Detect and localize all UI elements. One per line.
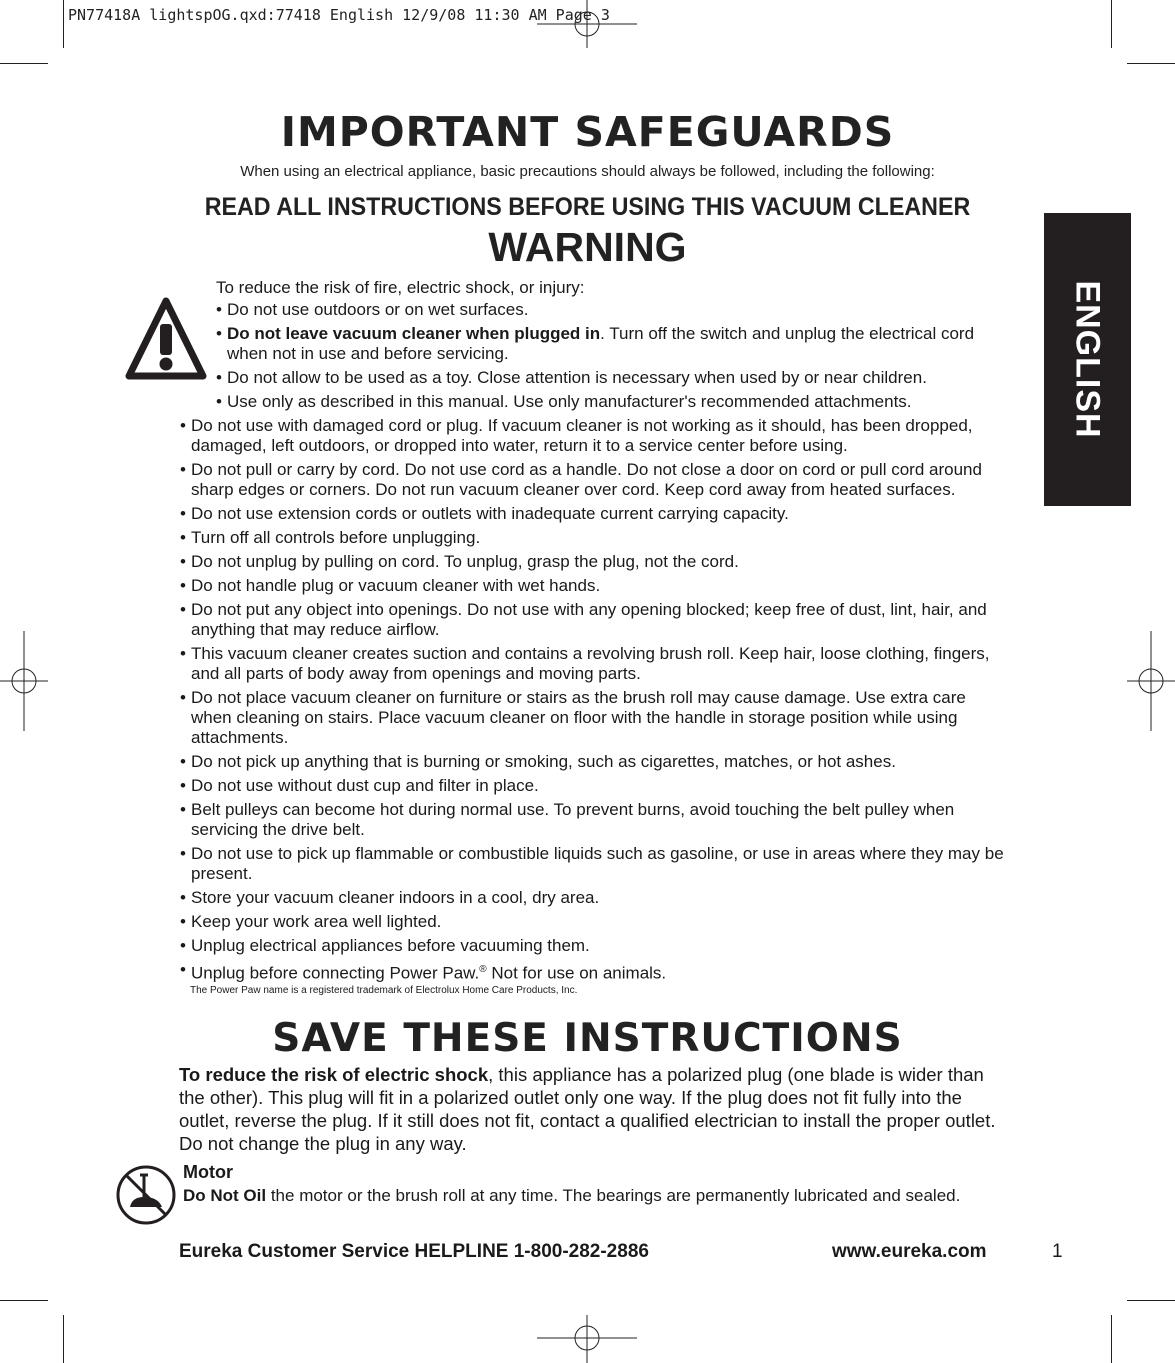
- list-item: • Do not leave vacuum cleaner when plugged in. Turn off the switch and unplug the electrical cord when not in use and before servicing.: [216, 324, 1016, 364]
- warning-heading: WARNING: [488, 224, 687, 270]
- warning-triangle-icon: [125, 296, 207, 382]
- motor-section: [183, 1161, 963, 1207]
- warning-intro: To reduce the risk of fire, electric shock, or injury:: [216, 278, 585, 297]
- list-item-power-paw: • Unplug before connecting Power Paw.® Not for use on animals. The Power Paw name is a registered trademark of Electrolux Home Care Products, Inc.: [180, 960, 1010, 998]
- language-tab-label: ENGLISH: [1069, 280, 1107, 439]
- list-item: • Do not use to pick up flammable or combustible liquids such as gasoline, or use in areas where they may be present.: [180, 844, 1010, 884]
- website-link[interactable]: www.eureka.com: [832, 1241, 987, 1262]
- polarized-plug-paragraph: To reduce the risk of electric shock, this appliance has a polarized plug (one blade is wider than the other). This plug will fit in a polarized outlet only one way. If the plug does not fit fully into the outlet, reverse the plug. If it still does not fit, contact a qualified electrician to install the proper outlet. Do not change the plug in any way.: [179, 1064, 996, 1154]
- list-item: • Unplug electrical appliances before vacuuming them.: [180, 936, 1010, 956]
- read-all-heading: READ ALL INSTRUCTIONS BEFORE USING THIS VACUUM CLEANER: [204, 193, 971, 221]
- list-item: • Do not use with damaged cord or plug. If vacuum cleaner is not working as it should, has been dropped, damaged, left outdoors, or dropped into water, return it to a service center before using.: [180, 416, 1010, 456]
- list-item: • Do not handle plug or vacuum cleaner with wet hands.: [180, 576, 1010, 596]
- list-item: • Do not use without dust cup and filter in place.: [180, 776, 1010, 796]
- motor-title: Motor: [183, 1162, 233, 1182]
- list-item: • Belt pulleys can become hot during normal use. To prevent burns, avoid touching the belt pulley when servicing the drive belt.: [180, 800, 1010, 840]
- page-subtitle: When using an electrical appliance, basic precautions should always be followed, including the following:: [240, 163, 935, 180]
- list-item: • Do not use outdoors or on wet surfaces.: [216, 300, 1016, 320]
- list-item: • Keep your work area well lighted.: [180, 912, 1010, 932]
- list-item: • Use only as described in this manual. Use only manufacturer's recommended attachments.: [216, 392, 1016, 412]
- safeguards-list: [180, 416, 1010, 1002]
- list-item: • Do not place vacuum cleaner on furniture or stairs as the brush roll may cause damage. Use extra care when cleaning on stairs. Place vacuum cleaner on floor with the handle in storage position while using attachments.: [180, 688, 1010, 748]
- list-item: • Do not unplug by pulling on cord. To unplug, grasp the plug, not the cord.: [180, 552, 1010, 572]
- trademark-note: The Power Paw name is a registered trademark of Electrolux Home Care Products, Inc.: [190, 984, 578, 996]
- list-item: • This vacuum cleaner creates suction and contains a revolving brush roll. Keep hair, loose clothing, fingers, and all parts of body away from openings and moving parts.: [180, 644, 1010, 684]
- registration-mark-icon: ®: [479, 964, 487, 975]
- save-instructions-heading: SAVE THESE INSTRUCTIONS: [272, 1016, 903, 1061]
- list-item: • Turn off all controls before unplugging.: [180, 528, 1010, 548]
- print-slug-line: PN77418A lightspOG.qxd:77418 English 12/9/08 11:30 AM Page 3: [68, 6, 610, 24]
- warning-list: [216, 300, 1016, 416]
- list-item: • Do not allow to be used as a toy. Close attention is necessary when used by or near children.: [216, 368, 1016, 388]
- list-item: • Store your vacuum cleaner indoors in a cool, dry area.: [180, 888, 1010, 908]
- page-title: IMPORTANT SAFEGUARDS: [280, 108, 895, 156]
- no-oil-icon: [114, 1163, 178, 1227]
- list-item: • Do not pick up anything that is burning or smoking, such as cigarettes, matches, or hot ashes.: [180, 752, 1010, 772]
- page-number: 1: [1052, 1241, 1063, 1262]
- list-item: • Do not put any object into openings. Do not use with any opening blocked; keep free of dust, lint, hair, and anything that may reduce airflow.: [180, 600, 1010, 640]
- list-item: • Do not use extension cords or outlets with inadequate current carrying capacity.: [180, 504, 1010, 524]
- motor-text: Do Not Oil the motor or the brush roll at any time. The bearings are permanently lubricated and sealed.: [183, 1186, 961, 1205]
- helpline-text: Eureka Customer Service HELPLINE 1-800-282-2886: [179, 1241, 649, 1262]
- list-item: • Do not pull or carry by cord. Do not use cord as a handle. Do not close a door on cord or pull cord around sharp edges or corners. Do not run vacuum cleaner over cord. Keep cord away from heated surfaces.: [180, 460, 1010, 500]
